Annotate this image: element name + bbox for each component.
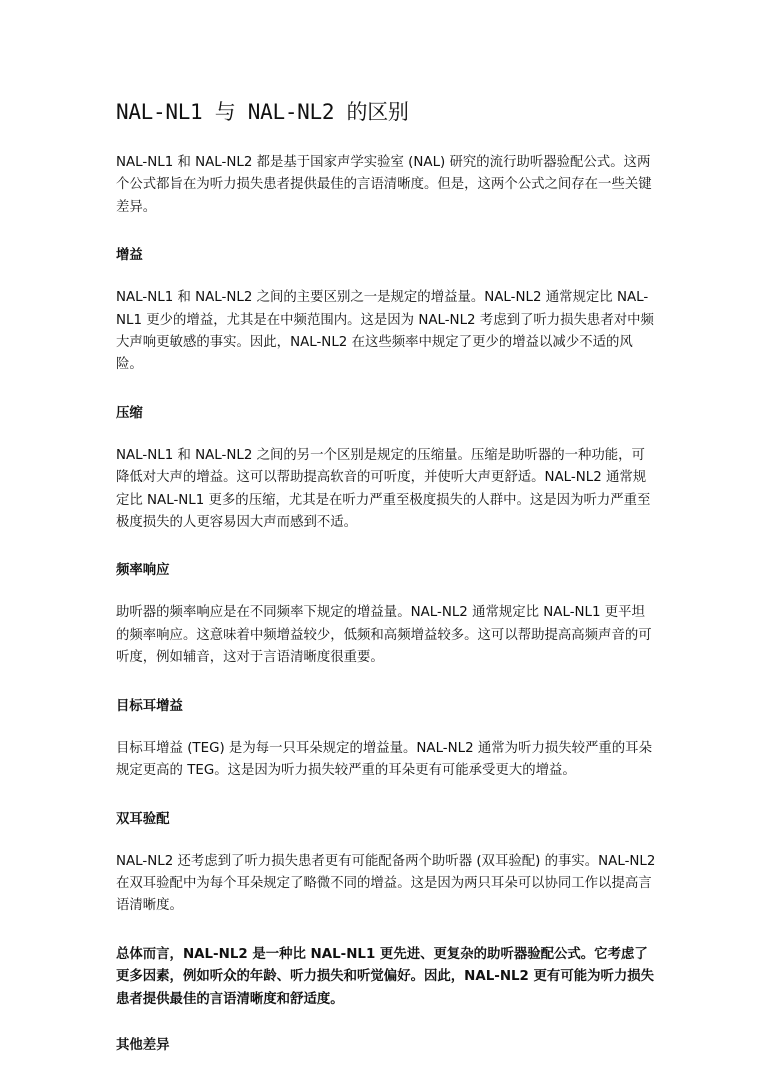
section-body: NAL-NL2 还考虑到了听力损失患者更有可能配备两个助听器 (双耳验配) 的事实。NAL-NL2 在双耳验配中为每个耳朵规定了略微不同的增益。这是因为两只耳朵可以协同工作以提高言语清晰度。	[116, 853, 656, 914]
section-heading: 双耳验配	[116, 811, 170, 827]
section-gain	[116, 245, 656, 377]
section-binaural-fitting	[116, 809, 656, 918]
section-body: NAL-NL1 和 NAL-NL2 之间的另一个区别是规定的压缩量。压缩是助听器的一种功能，可降低对大声的增益。这可以帮助提高软音的可听度，并使听大声更舒适。NAL-NL2 通常规定比 NAL-NL1 更多的压缩，尤其是在听力严重至极度损失的人群中。这是因为听力严重至极度损失的人更容易因大声而感到不适。	[116, 447, 651, 531]
section-heading: 目标耳增益	[116, 698, 183, 714]
page-title: NAL-NL1 与 NAL-NL2 的区别	[116, 100, 409, 124]
section-heading: 压缩	[116, 405, 143, 421]
section-body: 助听器的频率响应是在不同频率下规定的增益量。NAL-NL2 通常规定比 NAL-NL1 更平坦的频率响应。这意味着中频增益较少，低频和高频增益较多。这可以帮助提高高频声音的可听度，例如辅音，这对于言语清晰度很重要。	[116, 605, 652, 666]
section-compression	[116, 403, 656, 535]
section-body: NAL-NL1 和 NAL-NL2 之间的主要区别之一是规定的增益量。NAL-NL2 通常规定比 NAL-NL1 更少的增益，尤其是在中频范围内。这是因为 NAL-NL2 考虑到了听力损失患者对中频大声响更敏感的事实。因此，NAL-NL2 在这些频率中规定了更少的增益以减少不适的风险。	[116, 290, 654, 373]
final-section-heading: 其他差异	[116, 1037, 170, 1053]
document-page	[116, 96, 656, 1077]
section-heading: 增益	[116, 248, 143, 264]
summary-paragraph: 总体而言，NAL-NL2 是一种比 NAL-NL1 更先进、更复杂的助听器验配公式。它考虑了更多因素，例如听众的年龄、听力损失和听觉偏好。因此，NAL-NL2 更有可能为听力损失患者提供最佳的言语清晰度和舒适度。	[116, 946, 655, 1007]
section-target-ear-gain	[116, 696, 656, 783]
section-frequency-response	[116, 560, 656, 669]
section-body: 目标耳增益 (TEG) 是为每一只耳朵规定的增益量。NAL-NL2 通常为听力损失较严重的耳朵规定更高的 TEG。这是因为听力损失较严重的耳朵更有可能承受更大的增益。	[116, 740, 652, 779]
intro-paragraph: NAL-NL1 和 NAL-NL2 都是基于国家声学实验室 (NAL) 研究的流行助听器验配公式。这两个公式都旨在为听力损失患者提供最佳的言语清晰度。但是，这两个公式之间存在一些关键差异。	[116, 155, 652, 215]
section-heading: 频率响应	[116, 563, 170, 579]
